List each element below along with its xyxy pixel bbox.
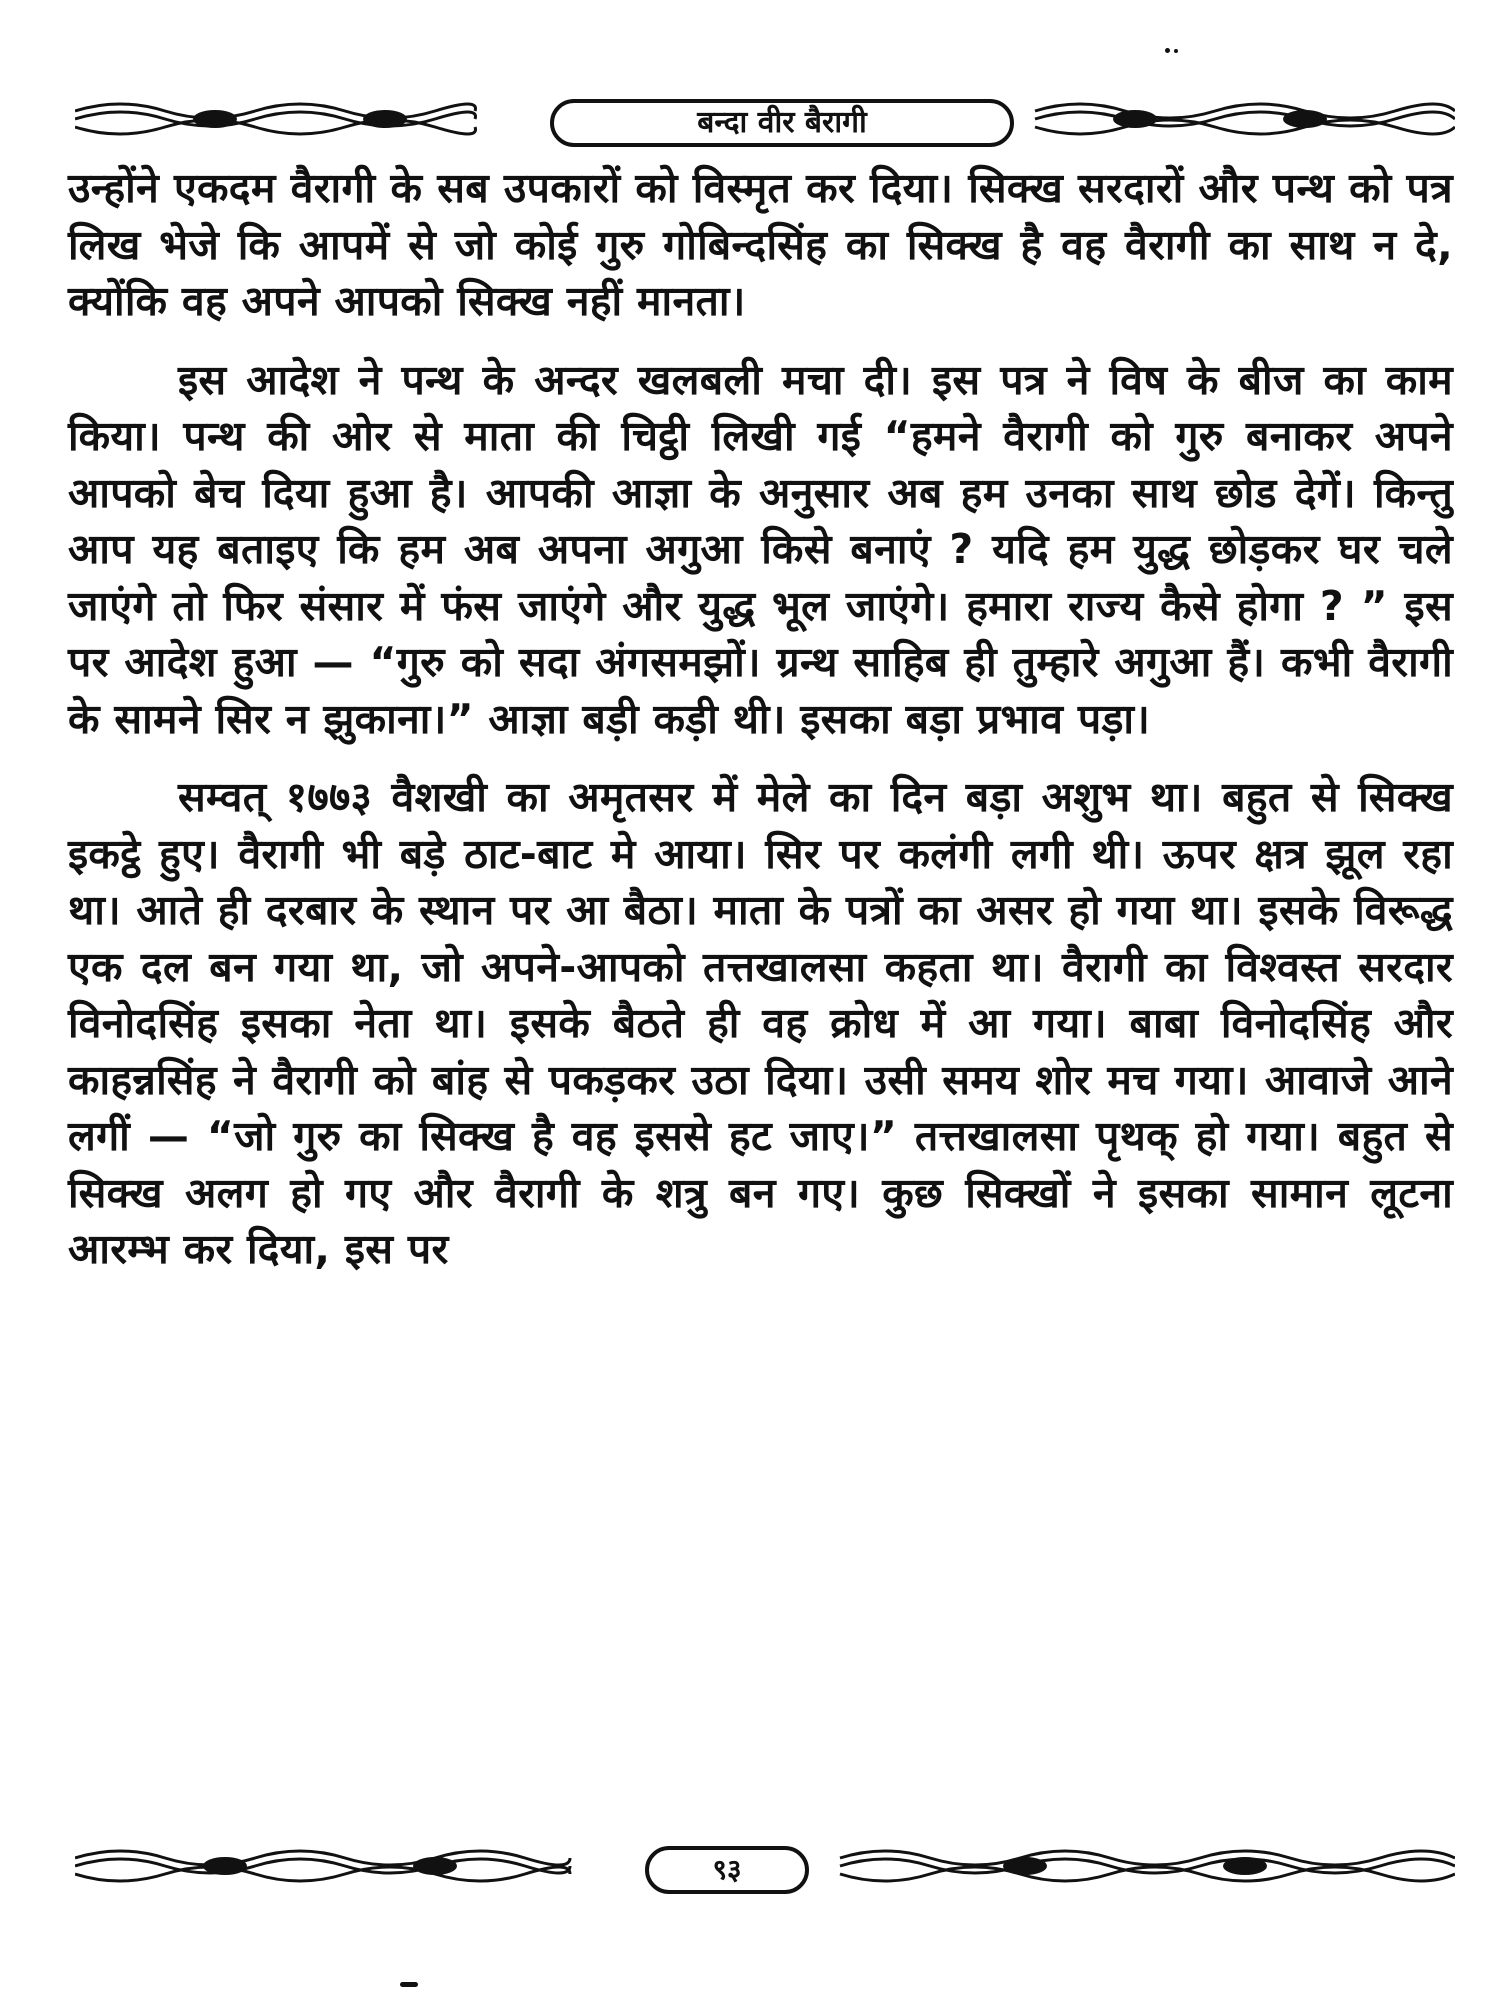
page-number: ९३	[645, 1846, 809, 1894]
paragraph-1: उन्होंने एकदम वैरागी के सब उपकारों को विस्मृत कर दिया। सिक्ख सरदारों और पन्थ को पत्र लिख भेजे कि आपमें से जो कोई गुरु गोबिन्दसिंह का सिक्ख है वह वैरागी का साथ न दे, क्योंकि वह अपने आपको सिक्ख नहीं मानता।	[68, 164, 1453, 325]
ink-speck	[1174, 49, 1178, 53]
footer-ornament	[75, 1842, 1455, 1890]
paragraph-3: सम्वत् १७७३ वैशखी का अमृतसर में मेले का दिन बड़ा अशुभ था। बहुत से सिक्ख इकट्ठे हुए। वैरागी भी बड़े ठाट-बाट मे आया। सिर पर कलंगी लगी थी। ऊपर क्षत्र झूल रहा था। आते ही दरबार के स्थान पर आ बैठा। माता के पत्रों का असर हो गया था। इसके विरूद्ध एक दल बन गया था, जो अपने-आपको तत्तखालसा कहता था। वैरागी का विश्वस्त सरदार विनोदसिंह इसका नेता था। इसके बैठते ही वह क्रोध में आ गया। बाबा विनोदसिंह और काहन्नसिंह ने वैरागी को बांह से पकड़कर उठा दिया। उसी समय शोर मच गया। आवाजे आने लगीं — “जो गुरु का सिक्ख है वह इससे हट जाए।” तत्तखालसा पृथक् हो गया। बहुत से सिक्ख अलग हो गए और वैरागी के शत्रु बन गए। कुछ सिक्खों ने इसका सामान लूटना आरम्भ कर दिया, इस पर	[68, 773, 1453, 1273]
paragraph-2: इस आदेश ने पन्थ के अन्दर खलबली मचा दी। इस पत्र ने विष के बीज का काम किया। पन्थ की ओर से माता की चिट्ठी लिखी गई “हमने वैरागी को गुरु बनाकर अपने आपको बेच दिया हुआ है। आपकी आज्ञा के अनुसार अब हम उनका साथ छोड देगें। किन्तु आप यह बताइए कि हम अब अपना अगुआ किसे बनाएं ? यदि हम युद्ध छोड़कर घर चले जाएंगे तो फिर संसार में फंस जाएंगे और युद्ध भूल जाएंगे। हमारा राज्य कैसे होगा ? ” इस पर आदेश हुआ — “गुरु को सदा अंगसमझों। ग्रन्थ साहिब ही तुम्हारे अगुआ हैं। कभी वैरागी के सामने सिर न झुकाना।” आज्ञा बड़ी कड़ी थी। इसका बड़ा प्रभाव पड़ा।	[68, 355, 1453, 743]
running-header-title: बन्दा वीर बैरागी	[550, 99, 1014, 147]
ink-speck	[1165, 48, 1170, 53]
ink-speck	[400, 1982, 418, 1987]
page-body	[68, 160, 1453, 1300]
header-ornament	[75, 95, 1455, 143]
